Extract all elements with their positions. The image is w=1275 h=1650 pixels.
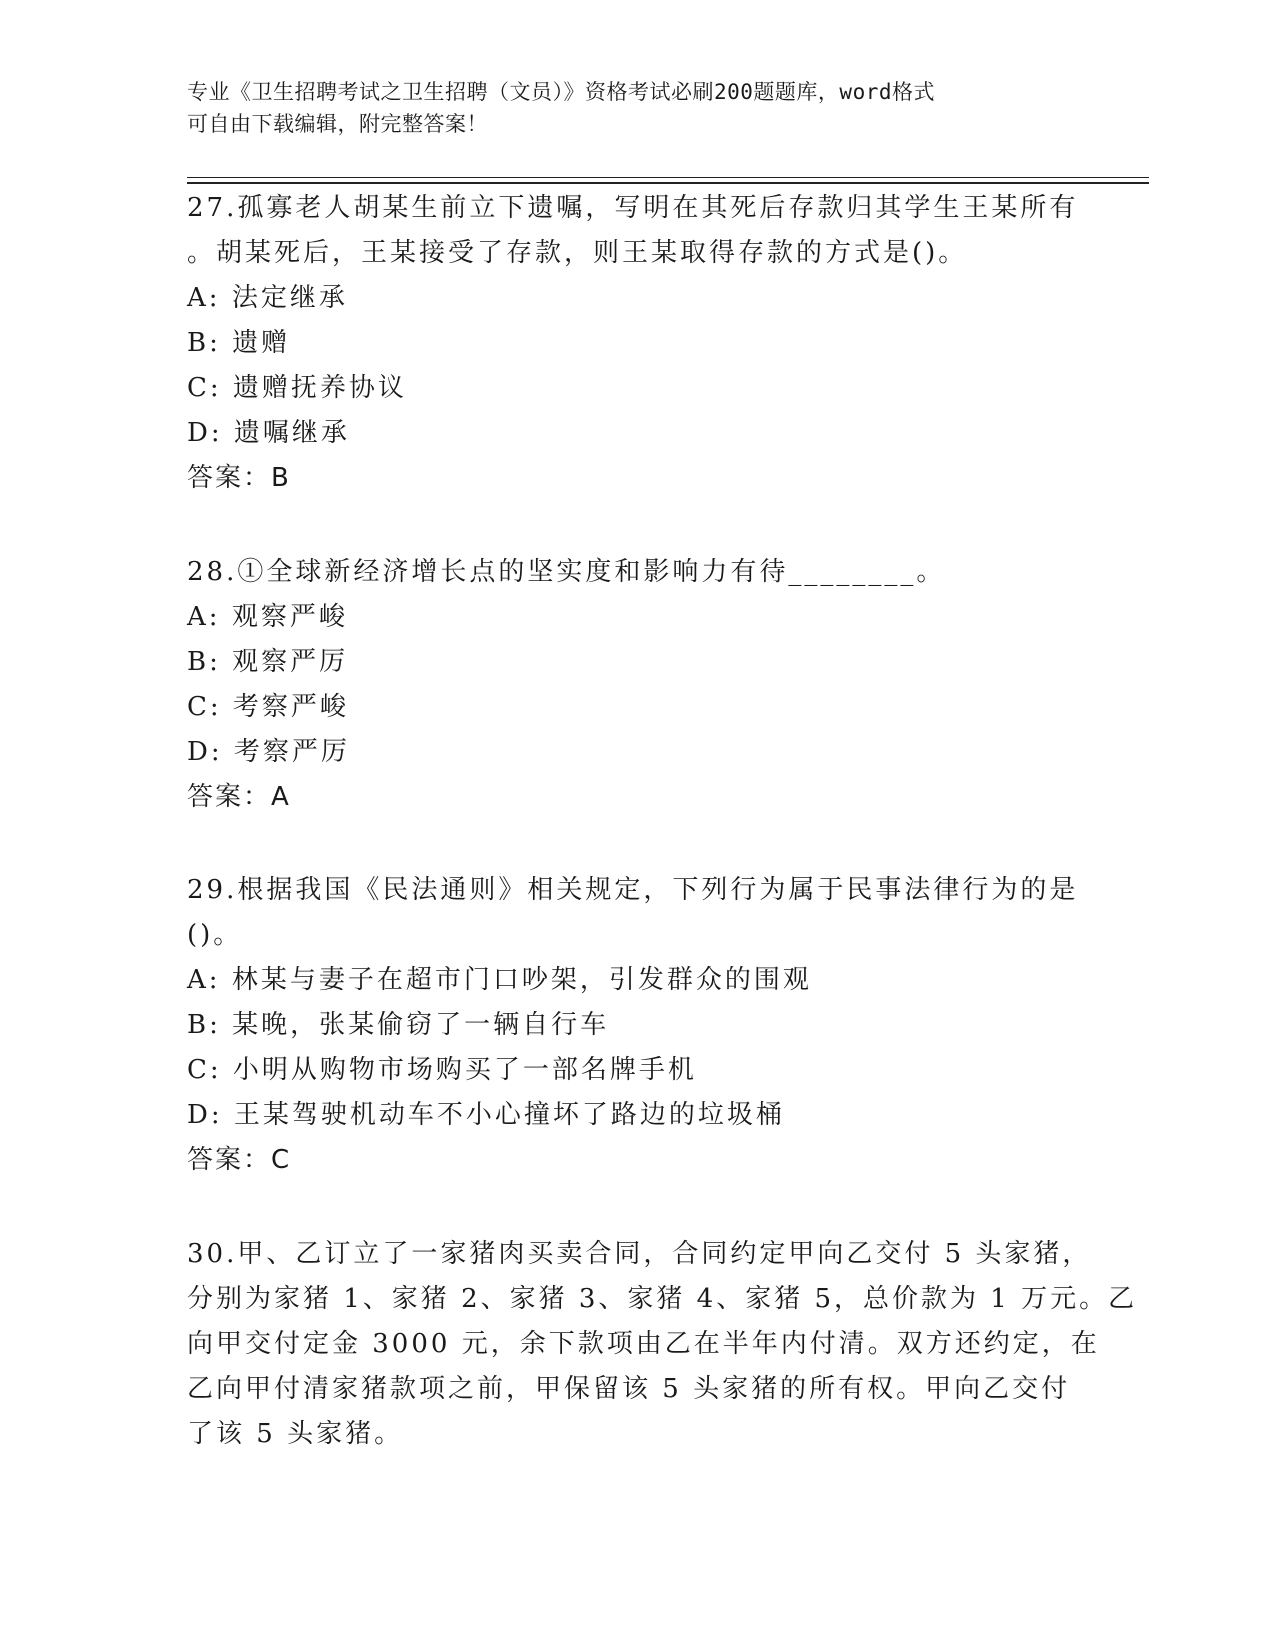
question-29 (187, 868, 1087, 1183)
option-a (187, 958, 1087, 1003)
option-text: 考察严厉 (233, 737, 350, 767)
option-letter: D: (187, 418, 223, 448)
option-text: 遗嘱继承 (233, 418, 350, 448)
question-28 (187, 550, 1087, 820)
option-d (187, 1093, 1087, 1138)
option-b (187, 640, 1087, 685)
option-letter: A: (187, 283, 221, 313)
answer-line: 答案：A (187, 782, 291, 812)
option-letter: B: (187, 328, 221, 358)
option-letter: D: (187, 737, 223, 767)
header-line-2: 可自由下载编辑，附完整答案！ (187, 112, 488, 136)
question-text-line: 向甲交付定金 3000 元，余下款项由乙在半年内付清。双方还约定，在 (187, 1329, 1100, 1359)
question-text-line: 30.甲、乙订立了一家猪肉买卖合同，合同约定甲向乙交付 5 头家猪， (187, 1239, 1092, 1269)
option-letter: B: (187, 647, 221, 677)
answer-line: 答案：B (187, 463, 291, 493)
option-b (187, 321, 1087, 366)
option-d (187, 411, 1087, 456)
document-header (187, 76, 1087, 140)
option-letter: D: (187, 1100, 223, 1130)
header-divider-thin (187, 177, 1149, 178)
question-27 (187, 186, 1087, 501)
option-letter: C: (187, 1055, 222, 1085)
option-a (187, 595, 1087, 640)
option-text: 遗赠 (232, 328, 291, 358)
option-text: 某晚，张某偷窃了一辆自行车 (232, 1010, 610, 1040)
option-b (187, 1003, 1087, 1048)
question-30 (187, 1232, 1138, 1457)
question-text-line: 分别为家猪 1、家猪 2、家猪 3、家猪 4、家猪 5，总价款为 1 万元。乙 (187, 1284, 1138, 1314)
option-text: 小明从购物市场购买了一部名牌手机 (232, 1055, 697, 1085)
option-text: 考察严峻 (232, 692, 349, 722)
option-text: 观察严厉 (232, 647, 349, 677)
question-text-line: 乙向甲付清家猪款项之前，甲保留该 5 头家猪的所有权。甲向乙交付 (187, 1374, 1071, 1404)
option-text: 观察严峻 (231, 602, 348, 632)
option-letter: B: (187, 1010, 221, 1040)
option-text: 王某驾驶机动车不小心撞坏了路边的垃圾桶 (233, 1100, 785, 1130)
option-text: 遗赠抚养协议 (232, 373, 407, 403)
header-line-1: 专业《卫生招聘考试之卫生招聘（文员）》资格考试必刷200题题库，word格式 (187, 80, 935, 104)
header-divider-thick (187, 182, 1149, 184)
question-text-line: 29.根据我国《民法通则》相关规定，下列行为属于民事法律行为的是 (187, 875, 1079, 905)
option-letter: C: (187, 373, 222, 403)
option-d (187, 730, 1087, 775)
option-letter: A: (187, 602, 221, 632)
question-text-line: 27.孤寡老人胡某生前立下遗嘱，写明在其死后存款归其学生王某所有 (187, 193, 1079, 223)
question-text-line: 。胡某死后，王某接受了存款，则王某取得存款的方式是()。 (187, 238, 968, 268)
option-c (187, 366, 1087, 411)
option-a (187, 276, 1087, 321)
question-text-line: 了该 5 头家猪。 (187, 1419, 404, 1449)
question-text-line: ()。 (187, 920, 243, 950)
option-c (187, 685, 1087, 730)
answer-line: 答案：C (187, 1145, 292, 1175)
question-text-line: 28.①全球新经济增长点的坚实度和影响力有待________。 (187, 557, 946, 587)
option-text: 法定继承 (231, 283, 348, 313)
option-text: 林某与妻子在超市门口吵架，引发群众的围观 (231, 965, 812, 995)
option-c (187, 1048, 1087, 1093)
option-letter: C: (187, 692, 222, 722)
option-letter: A: (187, 965, 221, 995)
